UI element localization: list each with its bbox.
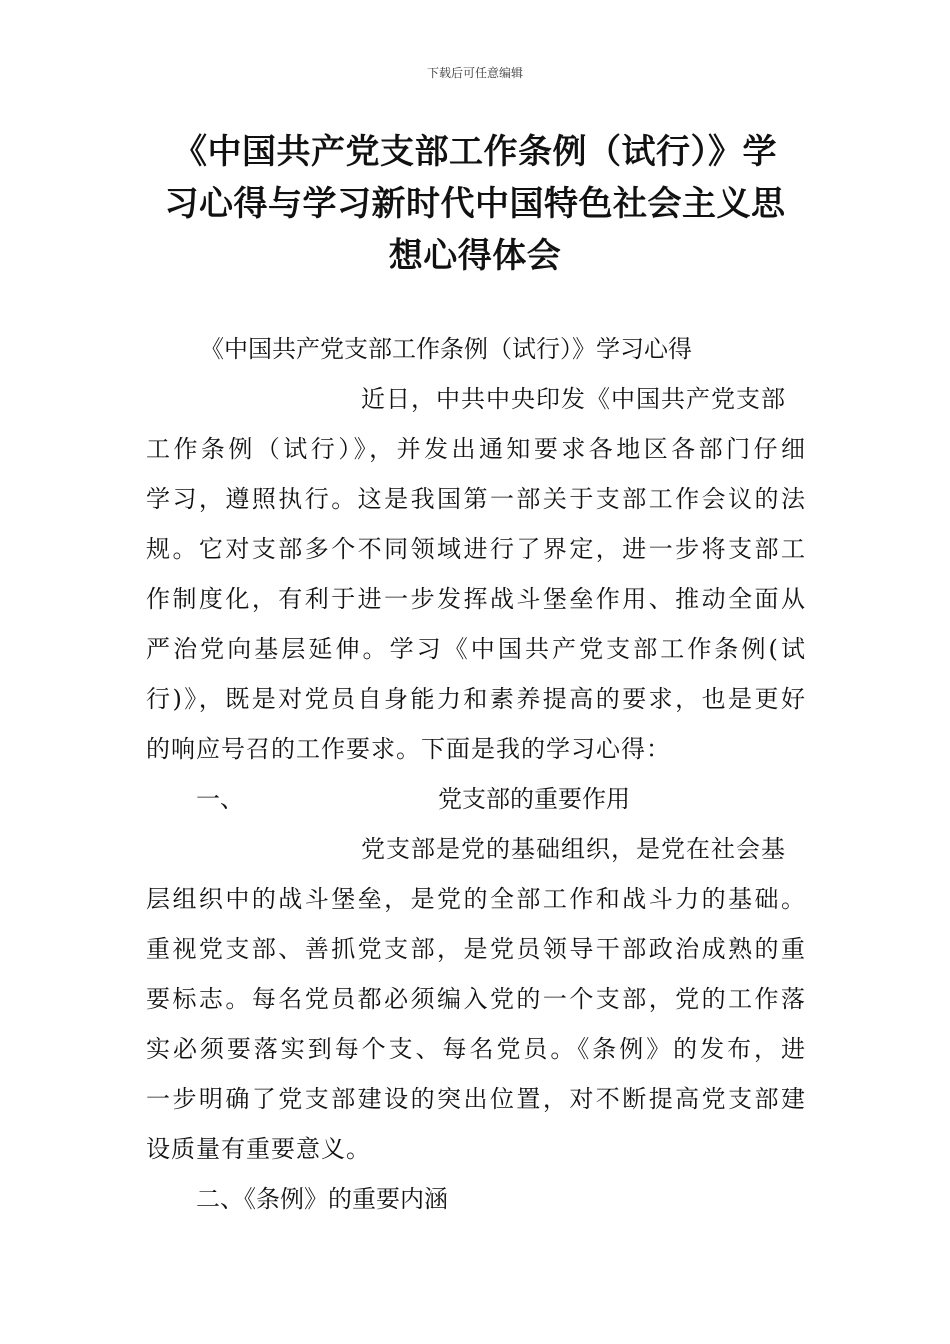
paragraph-line: 严治党向基层延伸。学习《中国共产党支部工作条例(试 (146, 635, 806, 663)
document-title (150, 126, 800, 282)
paragraph-line: 学习，遵照执行。这是我国第一部关于支部工作会议的法 (146, 485, 806, 513)
paragraph-line: 要标志。每名党员都必须编入党的一个支部，党的工作落 (146, 985, 806, 1013)
paragraph-line: 层组织中的战斗堡垒，是党的全部工作和战斗力的基础。 (146, 885, 806, 913)
paragraph-line: 党支部是党的基础组织，是党在社会基 (361, 835, 786, 863)
paragraph-line: 工作条例（试行）》，并发出通知要求各地区各部门仔细 (146, 435, 806, 463)
section-heading: 《中国共产党支部工作条例（试行）》学习心得 (200, 335, 692, 363)
subheading-number: 一、 (196, 785, 244, 813)
paragraph-line: 设质量有重要意义。 (146, 1135, 371, 1163)
paragraph-line: 作制度化，有利于进一步发挥战斗堡垒作用、推动全面从 (146, 585, 806, 613)
subheading-title: 党支部的重要作用 (438, 785, 630, 813)
paragraph-line: 规。它对支部多个不同领域进行了界定，进一步将支部工 (146, 535, 806, 563)
title-line-1: 《中国共产党支部工作条例（试行）》学 (173, 132, 777, 172)
title-line-2: 习心得与学习新时代中国特色社会主义思 (164, 184, 786, 224)
paragraph-line: 的响应号召的工作要求。下面是我的学习心得： (146, 735, 671, 763)
paragraph-line: 实必须要落实到每个支、每名党员。《条例》的发布，进 (146, 1035, 806, 1063)
paragraph-line: 重视党支部、善抓党支部，是党员领导干部政治成熟的重 (146, 935, 806, 963)
subheading-2: 二、《条例》的重要内涵 (196, 1185, 448, 1213)
title-line-3: 想心得体会 (388, 236, 562, 276)
paragraph-line: 近日，中共中央印发《中国共产党支部 (361, 385, 786, 413)
paragraph-line: 一步明确了党支部建设的突出位置，对不断提高党支部建 (146, 1085, 806, 1113)
paragraph-line: 行)》，既是对党员自身能力和素养提高的要求，也是更好 (146, 685, 806, 713)
page-header-note: 下载后可任意编辑 (426, 66, 523, 80)
